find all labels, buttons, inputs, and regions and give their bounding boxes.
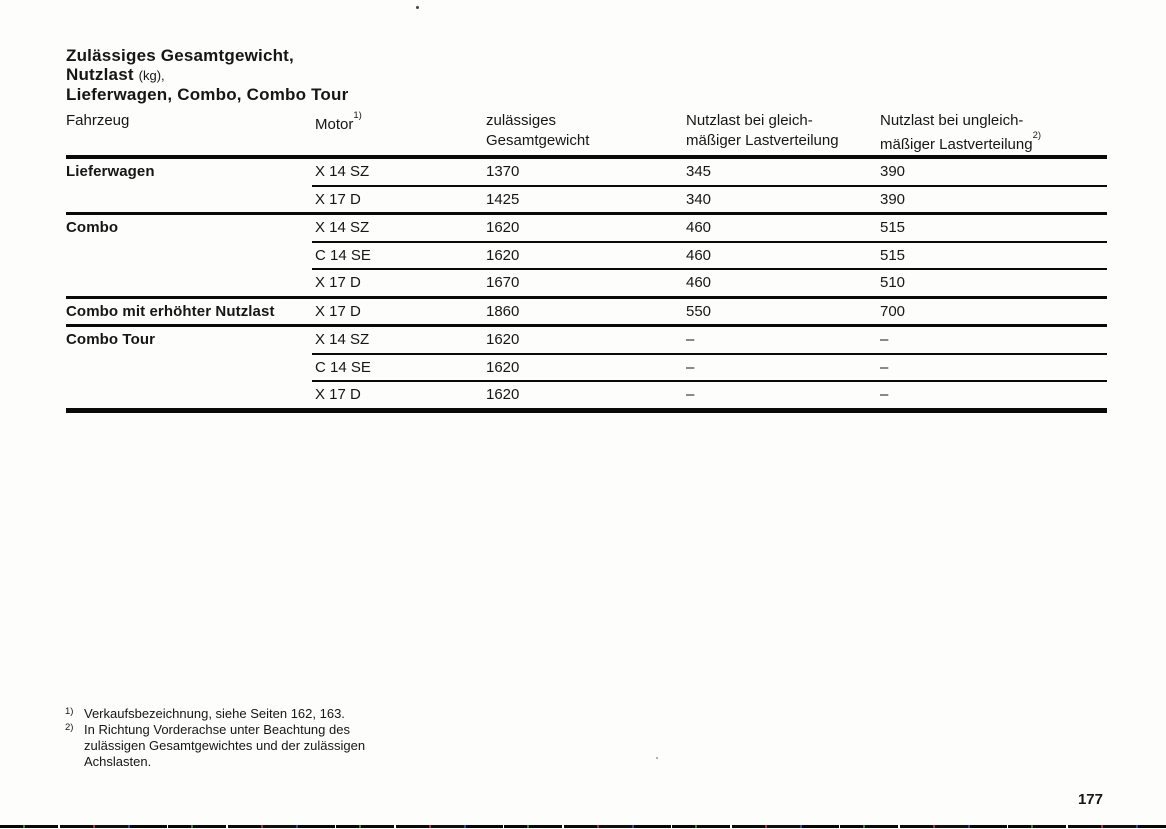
table-row-combo-x17d [66,270,1107,296]
footnote-1-line: Verkaufsbezeichnung, siehe Seiten 162, 163. [84,706,345,721]
cell-payload-even: 460 [686,246,712,264]
cell-payload-even: 340 [686,190,712,208]
cell-payload-even: – [686,358,695,376]
cell-gvw: 1860 [486,302,520,320]
column-header-payload-even-line1: Nutzlast bei gleich- [686,112,813,129]
table-row-combo-tour-c14se [66,355,1107,381]
cell-gvw: 1620 [486,219,520,237]
cell-motor: X 17 D [315,274,361,292]
cell-vehicle: Combo Tour [66,331,156,349]
footnote-1-marker: 1) [65,706,74,717]
footnote-2 [65,722,365,770]
cell-payload-uneven: 390 [880,163,906,181]
cell-gvw: 1620 [486,246,520,264]
cell-payload-uneven: 510 [880,274,906,292]
column-header-payload-even-line2: mäßiger Lastverteilung [686,132,839,149]
table-row-combo-tour-x17d [66,382,1107,408]
cell-motor: X 17 D [315,190,361,208]
column-header-payload-uneven-label: mäßiger Lastverteilung [880,136,1033,153]
cell-payload-uneven: – [880,331,889,349]
title-line-2-bold: Nutzlast [66,65,134,84]
table-header-row [66,111,1107,155]
cell-payload-even: – [686,331,695,349]
footnote-2-marker: 2) [65,722,74,733]
table-row-combo-c14se [66,243,1107,269]
column-header-fahrzeug: Fahrzeug [66,112,130,129]
table-row-combo-tour-x14sz [66,327,1107,353]
cell-motor: X 17 D [315,302,361,320]
cell-payload-uneven: 700 [880,302,906,320]
cell-motor: X 14 SZ [315,331,370,349]
cell-motor: X 17 D [315,386,361,404]
cell-payload-even: 345 [686,163,712,181]
cell-gvw: 1620 [486,331,520,349]
cell-gvw: 1370 [486,163,520,181]
column-header-motor-label: Motor [315,116,354,133]
weights-table [66,111,1107,413]
footnote-2-text [84,722,365,770]
footnote-2-line: In Richtung Vorderachse unter Beachtung des [84,722,350,737]
cell-payload-uneven: – [880,358,889,376]
page-title [66,46,348,104]
scan-artifact-bottom-edge [0,825,1166,828]
footnote-2-line: Achslasten. [84,754,152,769]
title-line-1: Zulässiges Gesamtgewicht, [66,46,294,65]
cell-motor: X 14 SZ [315,163,370,181]
cell-payload-uneven: 390 [880,190,906,208]
cell-motor: C 14 SE [315,246,371,264]
title-line-3: Lieferwagen, Combo, Combo Tour [66,85,349,104]
cell-payload-uneven: 515 [880,219,906,237]
table-row-combo-erhoehte-nutzlast [66,299,1107,325]
cell-gvw: 1425 [486,190,520,208]
footnote-ref-2-icon: 2) [1032,130,1042,141]
footnote-1 [65,706,365,722]
column-header-payload-uneven [880,111,1107,155]
cell-vehicle: Lieferwagen [66,163,155,181]
cell-payload-uneven: – [880,386,889,404]
footnote-1-text [84,706,345,722]
cell-gvw: 1620 [486,358,520,376]
cell-motor: X 14 SZ [315,219,370,237]
cell-vehicle: Combo mit erhöhter Nutzlast [66,302,275,320]
cell-payload-uneven: 515 [880,246,906,264]
table-row-lieferwagen-x14sz [66,159,1107,185]
cell-gvw: 1670 [486,274,520,292]
column-header-payload-uneven-line2 [880,131,1107,155]
cell-payload-even: 460 [686,274,712,292]
column-header-motor [315,111,486,135]
cell-payload-even: 460 [686,219,712,237]
scan-artifact-dot-top [416,6,419,9]
table-row-combo-x14sz [66,215,1107,241]
cell-payload-even: – [686,386,695,404]
title-line-2 [66,65,348,85]
scan-artifact-dot-mid [656,757,658,759]
column-header-gvw-line1: zulässiges [486,112,557,129]
column-header-payload-uneven-line1: Nutzlast bei ungleich- [880,112,1024,129]
cell-vehicle: Combo [66,219,119,237]
column-header-gvw-line2: Gesamtgewicht [486,132,590,149]
table-row-lieferwagen-x17d [66,187,1107,213]
page-number: 177 [1077,791,1103,808]
cell-gvw: 1620 [486,386,520,404]
footnote-ref-1-icon: 1) [353,111,362,121]
column-header-payload-even [686,111,880,151]
table-rule-bottom [66,408,1107,413]
cell-payload-even: 550 [686,302,712,320]
cell-motor: C 14 SE [315,358,371,376]
footnote-2-line: zulässigen Gesamtgewichtes und der zulässigen [84,738,366,753]
column-header-gvw [486,111,686,151]
title-line-2-unit: (kg), [138,68,165,83]
footnotes [65,706,365,770]
